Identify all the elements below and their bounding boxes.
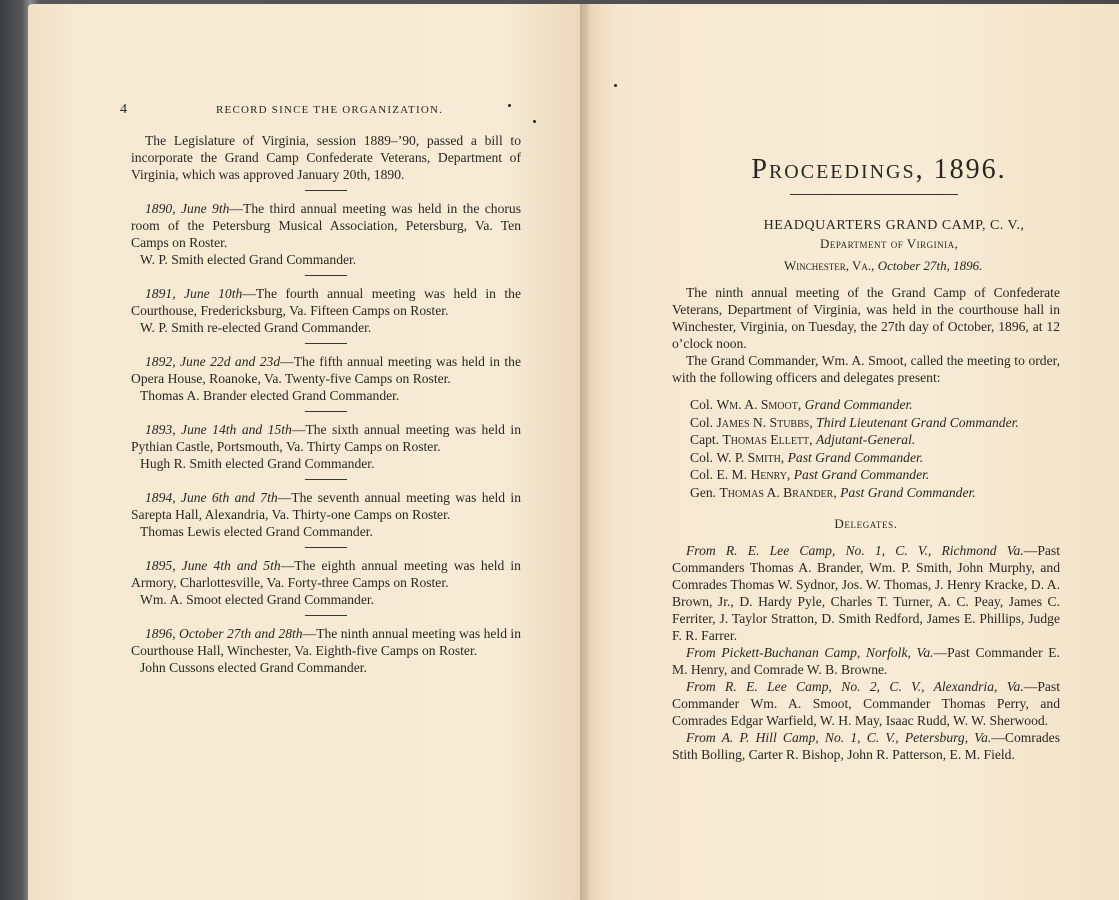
delegate-text: —Past Commander Wm. A. Smoot, Commander Thomas Perry, and Comrades Edgar Warfield, W. H. May, Isaac Rudd, W. W. Sherwood. xyxy=(672,679,1060,728)
right-page-body xyxy=(672,284,1060,763)
entry-text: —The third annual meeting was held in the chorus room of the Petersburg Musical Association, Petersburg, Va. Ten Camps on Roster. xyxy=(131,201,521,250)
department-line: Department of Virginia, xyxy=(820,236,959,251)
opening-paragraph: The ninth annual meeting of the Grand Camp of Confederate Veterans, Department of Virginia, was held in the courthouse hall in Winchester, Virginia, on Tuesday, the 27th day of October, 1896, at 12 o’clock noon. xyxy=(672,285,1060,351)
section-rule xyxy=(305,190,347,191)
entry-text: —The fourth annual meeting was held in the Courthouse, Fredericksburg, Va. Fifteen Camps on Roster. xyxy=(131,286,521,318)
officer-role: Grand Commander. xyxy=(804,397,913,412)
officer-name: E. M. Henry, xyxy=(716,467,791,482)
entry-date: 1896, October 27th and 28th xyxy=(145,626,303,641)
officer-prefix: Capt. xyxy=(690,432,720,447)
officer-entry xyxy=(690,466,1060,484)
section-rule xyxy=(305,343,347,344)
call-to-order-paragraph: The Grand Commander, Wm. A. Smoot, called the meeting to order, with the following officers and delegates present: xyxy=(672,353,1060,385)
entry-text: —The eighth annual meeting was held in Armory, Charlottesville, Va. Forty-three Camps on Roster. xyxy=(131,558,521,590)
entry-text: —The seventh annual meeting was held in Sarepta Hall, Alexandria, Va. Thirty-one Camps on Roster. xyxy=(131,490,521,522)
entry-1895 xyxy=(131,557,521,608)
officer-prefix: Col. xyxy=(690,414,714,430)
delegate-text: —Comrades Stith Bolling, Carter R. Bishop, John R. Patterson, E. M. Field. xyxy=(672,730,1060,762)
entry-date: 1891, June 10th xyxy=(145,286,243,301)
title-rule xyxy=(790,194,958,195)
dateline-place: Winchester, Va., xyxy=(784,258,875,273)
section-rule xyxy=(305,615,347,616)
left-page-body xyxy=(131,132,521,676)
book-gutter xyxy=(580,4,590,900)
entry-text: —The sixth annual meeting was held in Pythian Castle, Portsmouth, Va. Thirty Camps on Roster. xyxy=(131,422,521,454)
headquarters-line: HEADQUARTERS GRAND CAMP, C. V., xyxy=(763,218,1025,233)
entry-1894 xyxy=(131,489,521,540)
entry-date: 1894, June 6th and 7th xyxy=(145,490,278,505)
officer-name: W. P. Smith, xyxy=(716,449,785,465)
entry-elected: W. P. Smith elected Grand Commander. xyxy=(140,252,357,267)
entry-elected: W. P. Smith re-elected Grand Commander. xyxy=(140,320,372,335)
entry-date: 1890, June 9th xyxy=(145,201,230,216)
entry-elected: Thomas A. Brander elected Grand Commander. xyxy=(140,388,400,403)
ink-speck xyxy=(508,104,511,107)
delegate-camp: From Pickett-Buchanan Camp, Norfolk, Va. xyxy=(686,645,934,660)
delegate-entry xyxy=(672,542,1060,644)
delegate-camp: From R. E. Lee Camp, No. 1, C. V., Richmond Va. xyxy=(686,543,1024,558)
running-head-title: RECORD SINCE THE ORGANIZATION. xyxy=(216,104,444,116)
officers-list xyxy=(690,396,1060,501)
book-spread xyxy=(28,4,1119,900)
entry-1892 xyxy=(131,353,521,404)
entry-text: —The ninth annual meeting was held in Courthouse Hall, Winchester, Va. Eighth-five Camps on Roster. xyxy=(131,626,521,658)
officer-prefix: Col. xyxy=(690,397,714,412)
delegate-camp: From A. P. Hill Camp, No. 1, C. V., Petersburg, Va. xyxy=(686,730,992,745)
section-rule xyxy=(305,411,347,412)
entry-elected: Thomas Lewis elected Grand Commander. xyxy=(140,524,373,539)
officer-role: Third Lieutenant Grand Commander. xyxy=(816,414,1019,430)
entry-elected: John Cussons elected Grand Commander. xyxy=(140,660,367,675)
delegate-text: —Past Commanders Thomas A. Brander, Wm. P. Smith, John Murphy, and Comrades Thomas W. Sydnor, Jos. W. Thomas, J. Henry Kracke, D. A. Brown, Jr., D. Hardy Pyle, Charles T. Turner, A. C. Peay, James C. Ferriter, J. Taylor Stratton, D. Smith Redford, James E. Phillips, Judge F. R. Farrer. xyxy=(672,543,1060,643)
officer-role: Past Grand Commander. xyxy=(840,484,976,500)
officer-entry xyxy=(690,449,1060,467)
officer-name: Thomas Ellett, xyxy=(722,432,813,447)
delegate-entry xyxy=(672,678,1060,729)
ink-speck xyxy=(533,120,536,123)
proceedings-title: Proceedings, 1896. xyxy=(751,154,1007,185)
officer-role: Adjutant-General. xyxy=(815,432,916,447)
entry-1890 xyxy=(131,200,521,268)
officer-prefix: Col. xyxy=(690,449,714,465)
entry-elected: Wm. A. Smoot elected Grand Commander. xyxy=(140,592,375,607)
right-page xyxy=(584,4,1119,900)
officer-entry xyxy=(690,396,1060,414)
officer-prefix: Col. xyxy=(690,467,714,482)
entry-date: 1893, June 14th and 15th xyxy=(145,422,292,437)
section-rule xyxy=(305,547,347,548)
section-rule xyxy=(305,275,347,276)
officer-role: Past Grand Commander. xyxy=(793,467,930,482)
officer-name: Thomas A. Brander, xyxy=(719,484,837,500)
officer-name: James N. Stubbs, xyxy=(716,414,813,430)
officer-name: Wm. A. Smoot, xyxy=(716,397,802,412)
officer-entry xyxy=(690,431,1060,449)
delegates-heading: Delegates. xyxy=(834,516,898,531)
intro-paragraph: The Legislature of Virginia, session 1889–’90, passed a bill to incorporate the Grand Camp Confederate Veterans, Department of Virginia, which was approved January 20th, 1890. xyxy=(131,133,521,182)
ink-speck xyxy=(614,84,617,87)
left-page xyxy=(28,4,584,900)
officer-role: Past Grand Commander. xyxy=(787,449,924,465)
officer-entry xyxy=(690,414,1060,432)
section-rule xyxy=(305,479,347,480)
delegate-text: —Past Commander E. M. Henry, and Comrade W. B. Browne. xyxy=(672,645,1061,677)
entry-date: 1895, June 4th and 5th xyxy=(145,558,281,573)
delegate-camp: From R. E. Lee Camp, No. 2, C. V., Alexandria, Va. xyxy=(686,679,1024,694)
delegate-entry xyxy=(672,729,1060,763)
entry-1893 xyxy=(131,421,521,472)
entry-1891 xyxy=(131,285,521,336)
dateline-date: October 27th, 1896. xyxy=(877,258,983,273)
dateline xyxy=(784,258,982,274)
entry-date: 1892, June 22d and 23d xyxy=(145,354,281,369)
delegate-entry xyxy=(672,644,1060,678)
officer-entry xyxy=(690,484,1060,502)
entry-text: —The fifth annual meeting was held in the Opera House, Roanoke, Va. Twenty-five Camps on Roster. xyxy=(131,354,522,386)
entry-elected: Hugh R. Smith elected Grand Commander. xyxy=(140,456,375,471)
page-number: 4 xyxy=(120,102,127,117)
officer-prefix: Gen. xyxy=(690,484,717,500)
entry-1896 xyxy=(131,625,521,676)
